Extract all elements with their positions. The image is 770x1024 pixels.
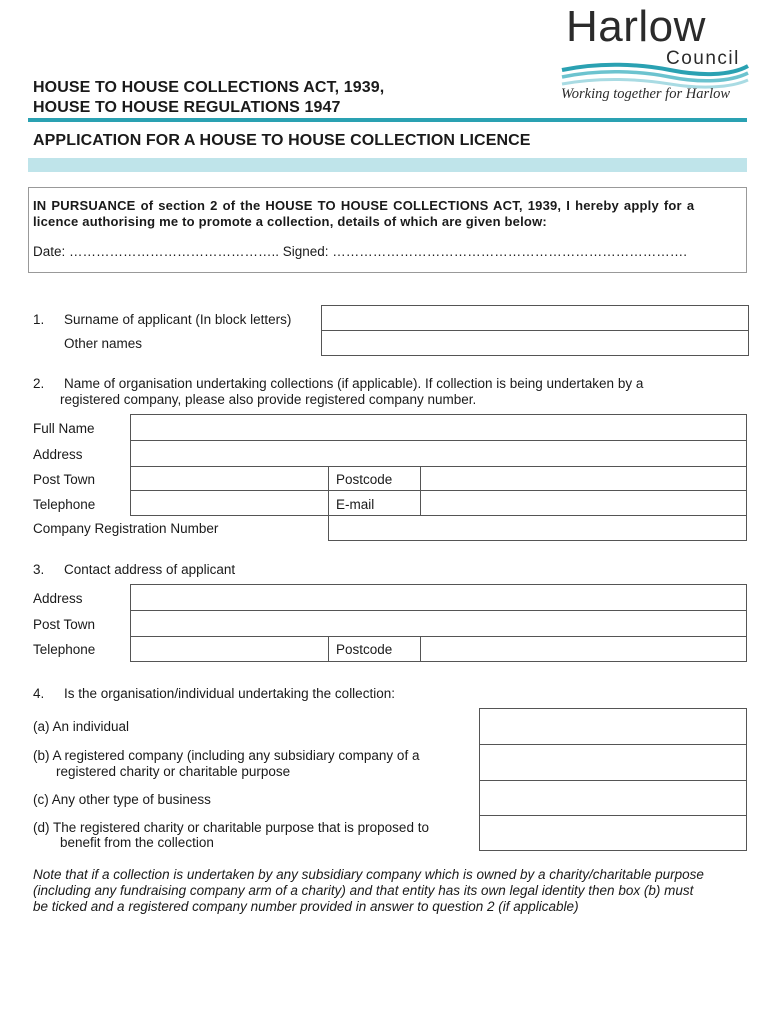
note-line1: Note that if a collection is undertaken by any subsidiary company which is owned by a charity/charitable purpose	[33, 867, 704, 882]
q2-text-line2: registered company, please also provide registered company number.	[60, 392, 477, 407]
q2-post-town-field[interactable]	[130, 466, 329, 491]
q2-postcode-field[interactable]	[420, 466, 747, 491]
q2-address-label: Address	[33, 447, 83, 462]
q2-postcode-label: Postcode	[336, 472, 393, 487]
q4-option-b-label-line2: registered charity or charitable purpose	[56, 764, 291, 779]
act-heading-line1: HOUSE TO HOUSE COLLECTIONS ACT, 1939,	[33, 79, 385, 96]
q3-text: Contact address of applicant	[64, 562, 236, 577]
form-title: APPLICATION FOR A HOUSE TO HOUSE COLLECTION LICENCE	[33, 132, 531, 149]
q2-number: 2.	[33, 376, 45, 391]
q2-text-line1: Name of organisation undertaking collections (if applicable). If collection is being undertaken by a	[64, 376, 644, 391]
q4-text: Is the organisation/individual undertaking the collection:	[64, 686, 395, 701]
other-names-field[interactable]	[321, 330, 749, 356]
logo-council-text: Council	[666, 48, 740, 69]
q2-address-field[interactable]	[130, 440, 747, 467]
logo-harlow-wordmark: Harlow	[566, 2, 706, 51]
note-line3: be ticked and a registered company number provided in answer to question 2 (if applicable)	[33, 899, 579, 914]
q4-option-d-checkbox[interactable]	[479, 815, 747, 851]
q3-post-town-field[interactable]	[130, 610, 747, 637]
q1-surname-label: Surname of applicant (In block letters)	[64, 312, 292, 327]
surname-field[interactable]	[321, 305, 749, 331]
q4-number: 4.	[33, 686, 45, 701]
q2-company-reg-label: Company Registration Number	[33, 521, 219, 536]
title-underline-bar	[28, 158, 747, 172]
q3-number: 3.	[33, 562, 45, 577]
q1-other-names-label: Other names	[64, 336, 143, 351]
q3-postcode-field[interactable]	[420, 636, 747, 662]
q3-telephone-label: Telephone	[33, 642, 96, 657]
q2-email-label: E-mail	[336, 497, 375, 512]
q4-option-a-label: (a) An individual	[33, 719, 130, 734]
q3-telephone-field[interactable]	[130, 636, 329, 662]
note-line2: (including any fundraising company arm of a charity) and that entity has its own legal identity then box (b) must	[33, 883, 694, 898]
header-divider-bar	[28, 118, 747, 122]
act-heading-line2: HOUSE TO HOUSE REGULATIONS 1947	[33, 99, 341, 116]
logo-tagline: Working together for Harlow	[561, 86, 731, 102]
declaration-text-line1: IN PURSUANCE of section 2 of the HOUSE TO HOUSE COLLECTIONS ACT, 1939, I hereby apply for a	[33, 198, 695, 213]
declaration-text-line2: licence authorising me to promote a collection, details of which are given below:	[33, 214, 547, 229]
q3-address-label: Address	[33, 591, 83, 606]
q2-company-reg-field[interactable]	[328, 515, 747, 541]
q4-option-d-label-line2: benefit from the collection	[60, 835, 214, 850]
q4-option-b-label-line1: (b) A registered company (including any subsidiary company of a	[33, 748, 420, 763]
q2-telephone-field[interactable]	[130, 490, 329, 516]
q2-email-field[interactable]	[420, 490, 747, 516]
q2-post-town-label: Post Town	[33, 472, 96, 487]
q4-option-a-checkbox[interactable]	[479, 708, 747, 745]
q4-option-c-label: (c) Any other type of business	[33, 792, 211, 807]
q4-option-c-checkbox[interactable]	[479, 780, 747, 816]
q3-post-town-label: Post Town	[33, 617, 96, 632]
q2-telephone-label: Telephone	[33, 497, 96, 512]
q3-address-field[interactable]	[130, 584, 747, 611]
q2-full-name-label: Full Name	[33, 421, 95, 436]
q4-option-d-label-line1: (d) The registered charity or charitable purpose that is proposed to	[33, 820, 429, 835]
q2-full-name-field[interactable]	[130, 414, 747, 441]
q1-number: 1.	[33, 312, 45, 327]
q4-option-b-checkbox[interactable]	[479, 744, 747, 781]
date-signed-line[interactable]: Date: ……………………………………….. Signed: …………………………………………………………………….	[33, 244, 688, 259]
q3-postcode-label: Postcode	[336, 642, 393, 657]
